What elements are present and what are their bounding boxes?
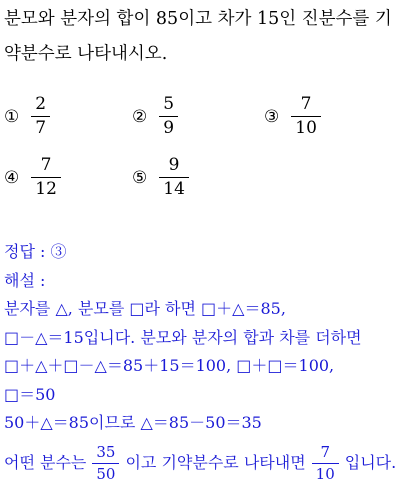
conclusion-post-text: 입니다. <box>344 453 397 473</box>
option-4-numerator: 7 <box>40 155 52 175</box>
conclusion-fraction-1-denominator: 50 <box>92 463 119 482</box>
conclusion-fraction-2-denominator: 10 <box>312 463 339 482</box>
option-2-numerator: 5 <box>163 94 175 114</box>
conclusion-fraction-2-numerator: 7 <box>320 443 330 461</box>
question-line-2: 약분수로 나타내시오. <box>4 44 168 64</box>
solution-block <box>4 238 400 490</box>
option-1[interactable] <box>4 96 50 137</box>
option-1-numerator: 2 <box>35 94 47 114</box>
question-text <box>4 2 398 72</box>
option-4-mark: ④ <box>4 167 20 188</box>
explanation-line-4: □＝50 <box>4 384 56 404</box>
explanation-heading: 해설 : <box>4 270 46 290</box>
option-2-mark: ② <box>132 106 148 127</box>
option-3-fraction <box>291 96 321 137</box>
explanation-line-2: □－△＝15입니다. 분모와 분자의 합과 차를 더하면 <box>4 327 362 347</box>
explanation-line-5: 50＋△＝85이므로 △＝85－50＝35 <box>4 413 262 432</box>
option-1-denominator: 7 <box>31 116 50 137</box>
option-2-denominator: 9 <box>159 116 178 137</box>
conclusion-line <box>4 438 400 490</box>
option-3-mark: ③ <box>264 106 280 127</box>
option-3-denominator: 10 <box>291 116 321 137</box>
option-3-numerator: 7 <box>300 94 312 114</box>
explanation-line-1: 분자를 △, 분모를 □라 하면 □＋△＝85, <box>4 299 286 318</box>
explanation-line-3: □＋△＋□－△＝85＋15＝100, □＋□＝100, <box>4 356 335 375</box>
option-2[interactable] <box>132 96 178 137</box>
conclusion-fraction-2 <box>312 445 339 482</box>
option-1-mark: ① <box>4 106 20 127</box>
answer-line: 정답 : ③ <box>4 242 67 261</box>
conclusion-mid-text: 이고 기약분수로 나타내면 <box>125 453 306 473</box>
option-3[interactable] <box>264 96 321 137</box>
option-5[interactable] <box>132 157 189 198</box>
question-line-1: 분모와 분자의 합이 85이고 차가 15인 진분수를 기 <box>4 9 392 29</box>
option-5-mark: ⑤ <box>132 167 148 188</box>
option-4[interactable] <box>4 157 61 198</box>
conclusion-fraction-1-numerator: 35 <box>96 443 116 461</box>
option-5-fraction <box>159 157 189 198</box>
option-2-fraction <box>159 96 178 137</box>
option-5-numerator: 9 <box>168 155 180 175</box>
option-1-fraction <box>31 96 50 137</box>
option-4-denominator: 12 <box>31 177 61 198</box>
option-5-denominator: 14 <box>159 177 189 198</box>
conclusion-pre-text: 어떤 분수는 <box>4 453 87 473</box>
option-4-fraction <box>31 157 61 198</box>
conclusion-fraction-1 <box>92 445 119 482</box>
